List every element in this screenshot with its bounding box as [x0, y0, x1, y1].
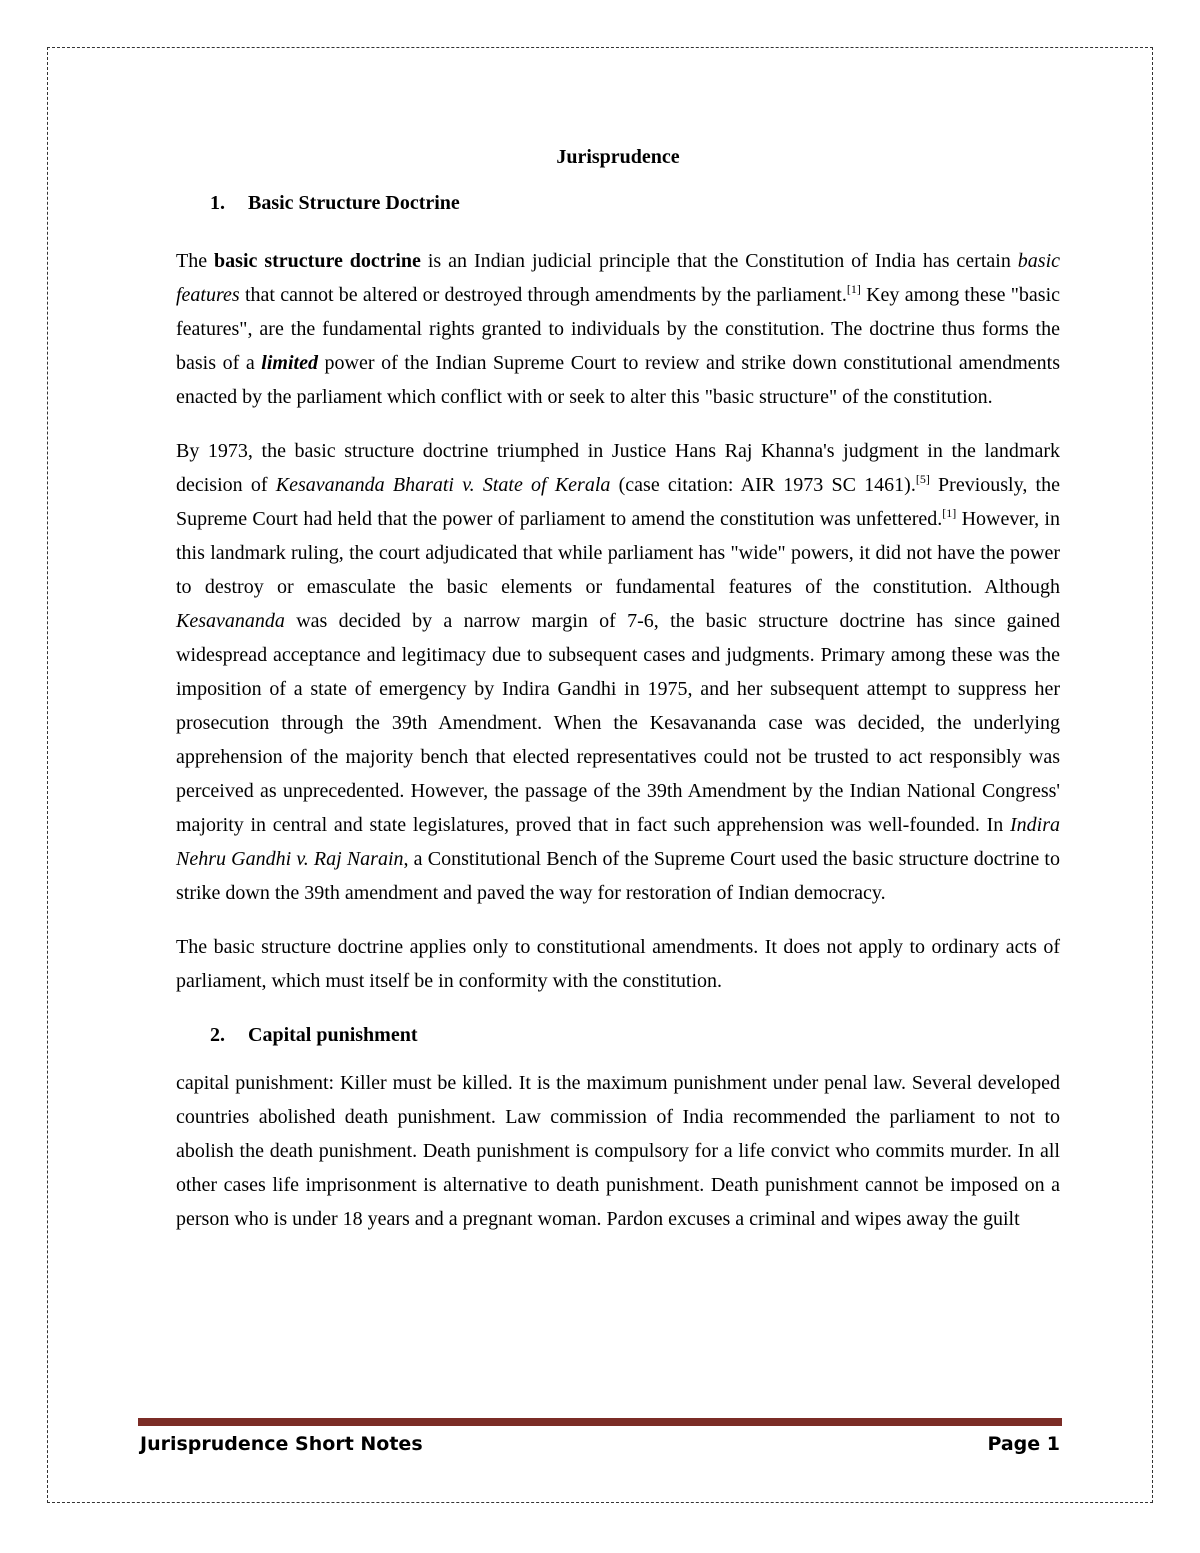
text-run: The: [176, 250, 215, 272]
document-title: Jurisprudence: [556, 146, 680, 168]
section-title: Capital punishment: [248, 1024, 418, 1046]
text-run: was decided by a narrow margin of 7-6, the basic structure doctrine has since gained widespread acceptance and legitimacy due to subsequent cases and judgments. Primary among these was the imposition of a state of emergency by Indira Gandhi in 1975, and her subsequent attempt to suppress her prosecution through the 39th Amendment. When the Kesavananda case was decided, the underlying apprehension of the majority bench that elected representatives could not be trusted to act responsibly was perceived as unprecedented. However, the passage of the 39th Amendment by the Indian National Congress' majority in central and state legislatures, proved that in fact such apprehension was well-founded. In: [176, 610, 1060, 836]
section-number: 1.: [210, 192, 225, 214]
document-body: [176, 140, 1060, 1256]
section-title: Basic Structure Doctrine: [248, 192, 460, 214]
bold-term: basic structure doctrine: [214, 250, 421, 272]
paragraph: capital punishment: Killer must be killed. It is the maximum punishment under penal law. Several developed countries abolished death punishment. Law commission of India recommended the parliament to not to abolish the death punishment. Death punishment is compulsory for a life convict who commits murder. In all other cases life imprisonment is alternative to death punishment. Death punishment cannot be imposed on a person who is under 18 years and a pregnant woman. Pardon excuses a criminal and wipes away the guilt: [176, 1072, 1060, 1230]
footer-rule: [138, 1418, 1062, 1426]
text-run: , a Constitutional Bench of the Supreme Court used the basic structure doctrine to strike down the 39th amendment and paved the way for restoration of Indian democracy.: [176, 848, 1060, 904]
case-name: Kesavananda: [176, 610, 285, 632]
text-run: However, in this landmark ruling, the court adjudicated that while parliament has "wide" powers, it did not have the power to destroy or emasculate the basic elements or fundamental features of the constitution. Although: [176, 508, 1060, 598]
text-run: By 1973, the basic structure doctrine triumphed in Justice Hans Raj Khanna's judgment in the landmark decision of: [176, 440, 1060, 496]
text-run: that cannot be altered or destroyed through amendments by the parliament.: [239, 284, 847, 306]
paragraph: The basic structure doctrine applies only to constitutional amendments. It does not apply to ordinary acts of parliament, which must itself be in conformity with the constitution.: [176, 936, 1060, 992]
page-number: Page 1: [987, 1433, 1060, 1455]
case-name: Kesavananda Bharati v. State of Kerala: [275, 474, 611, 496]
section-heading: [176, 1018, 1060, 1052]
text-run: power of the Indian Supreme Court to review and strike down constitutional amendments enacted by the parliament which conflict with or seek to alter this "basic structure" of the constitution.: [176, 352, 1060, 408]
text-run: (case citation: AIR 1973 SC 1461).: [610, 474, 916, 496]
text-run: is an Indian judicial principle that the Constitution of India has certain: [420, 250, 1018, 272]
text-run: Key among these "basic features", are the fundamental rights granted to individuals by the constitution. The doctrine thus forms the basis of a: [176, 284, 1060, 374]
italic-term: basic features: [176, 250, 1060, 306]
bold-italic-term: limited: [261, 352, 318, 374]
section-heading: [176, 186, 1060, 220]
citation-ref[interactable]: [5]: [915, 472, 930, 486]
paragraph: [176, 434, 1060, 910]
section-number: 2.: [210, 1024, 225, 1046]
case-name: Indira Nehru Gandhi v. Raj Narain: [176, 814, 1060, 870]
citation-ref[interactable]: [1]: [942, 506, 957, 520]
section-basic-structure: [176, 186, 1060, 998]
footer-title: Jurisprudence Short Notes: [140, 1433, 423, 1455]
citation-ref[interactable]: [1]: [846, 282, 861, 296]
text-run: Previously, the Supreme Court had held that the power of parliament to amend the constitution was unfettered.: [176, 474, 1060, 530]
section-capital-punishment: [176, 1018, 1060, 1236]
paragraph: [176, 244, 1060, 414]
